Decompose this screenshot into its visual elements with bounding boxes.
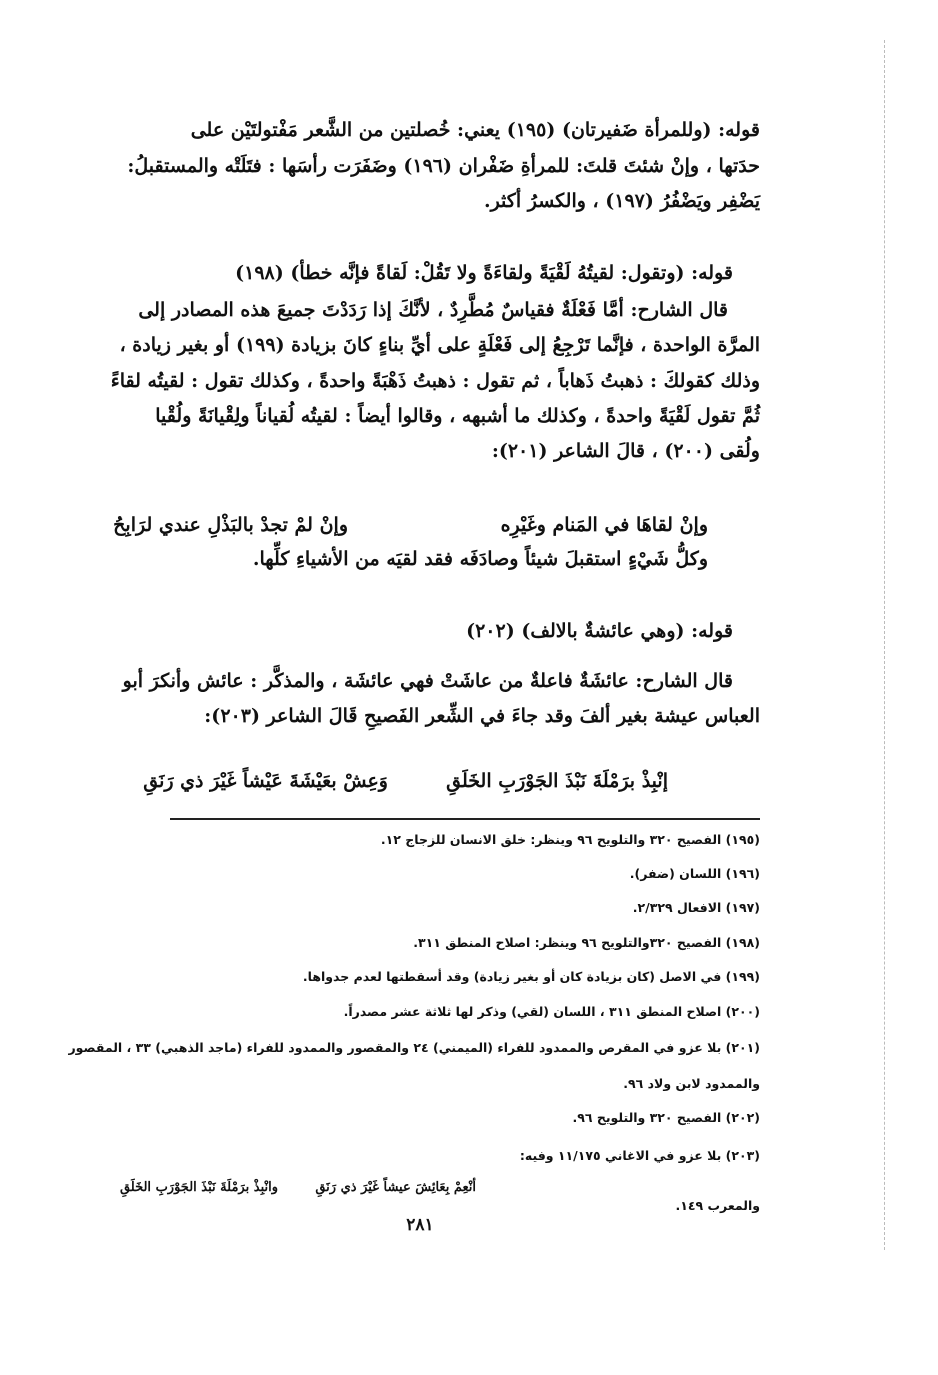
footnote: (٢٠١) بلا عزو في المقرص والممدود للفراء (الميمني) ٢٤ والمقصور والممدود للفراء (ماجد الذهبي) ٣٣ ، المقصور (68, 1040, 760, 1055)
text-line: العباس عيشة بغير ألفَ وقد جاءَ في الشِّعر الفَصيحِ قَالَ الشاعر (٢٠٣): (204, 705, 760, 727)
verse-hemistich-left: وَعِشْ بعَيْشَةَ عَيْشاً غَيْرَ ذي رَنَقِ (143, 770, 388, 792)
text-line: حدَتها ، وإنْ شئتَ قلتَ: للمرأةِ ضَفْران (١٩٦) وضَفَرَت رأسَها : فتَلَتْه والمستقبلُ: (127, 155, 760, 177)
footnote: (١٩٧) الافعال ٢/٣٢٩. (632, 900, 760, 915)
verse-hemistich-right: إنْبِذْ برَمْلَةَ نَبْذَ الجَوْرَبِ الخَلَقِ (446, 770, 668, 792)
footnote: (١٩٩) في الاصل (كان بزيادة كان أو بغير زيادة) وقد أسقطتها لعدم جدواها. (302, 969, 760, 984)
text-line: وذلك كقولكَ : ذهبتُ ذَهاباً ، ثم تقول : ذهبتُ ذَهْبَةً واحدةً ، وكذلك تقول : لقيتُه لقاءً (110, 370, 760, 392)
footnote: (١٩٦) اللسان (ضفر). (629, 866, 760, 881)
footnote: (١٩٨) الفصيح ٣٢٠والتلويح ٩٦ وينظر: اصلاح المنطق ٣١١. (413, 935, 760, 950)
footnote: (٢٠٠) اصلاح المنطق ٣١١ ، اللسان (لقي) وذكر لها ثلاثة عشر مصدراً. (343, 1004, 760, 1019)
text-line: قوله: (وهي عائشةٌ بالالف) (٢٠٢) (466, 620, 733, 642)
text-line: قال الشارح: أمَّا فَعْلَةٌ فقياسٌ مُطَّرِدٌ ، لأنَّكَ إذا رَدَدْتَ جميعَ هذه المصادر إلى (138, 299, 728, 321)
text-line: قوله: (وتقول: لقيتُهُ لَقْيَةً ولقاءَةً ولا تَقُلْ: لَقاةً فإنَّه خطأ) (١٩٨) (235, 262, 733, 284)
footnote: والممدود لابن ولاد ٩٦. (623, 1076, 760, 1091)
footnote-verse-left: وانْبِذْ برَمْلَةَ نَبْذَ الجَوْرَبِ الخَلَقِ (119, 1180, 278, 1195)
footnote: (٢٠٢) الفصيح ٣٢٠ والتلويح ٩٦. (572, 1110, 760, 1125)
text-line: قوله: (وللمرأة ضَفيرتان) (١٩٥) يعني: خُصلتين من الشَّعر مَفْتولتَيْن على (190, 119, 760, 141)
footnote-verse-right: أنْعِمْ بِعَائِشَ عيشاً غَيْرَ ذي رَنَقِ (315, 1180, 476, 1195)
text-line: وكلُّ شَيْءٍ استقبلَ شيئاً وصادَفَه فقد لقيَه من الأشياءِ كلِّها. (252, 548, 708, 570)
text-line: يَضْفِر ويَضْفُرُ (١٩٧) ، والكسرُ أكثر. (483, 190, 760, 212)
footnote: (١٩٥) الفصيح ٣٢٠ والتلويح ٩٦ وينظر: خلق الانسان للزجاج ١٢. (380, 832, 760, 847)
footnote: (٢٠٣) بلا عزو في الاغاني ١١/١٧٥ وفيه: (519, 1148, 760, 1163)
text-line: ثُمَّ تقول لَقْيَةً واحدةً ، وكذلك ما أشبهه ، وقالوا أيضاً : لقيتُه لُقياناً ولِقْيانَةً ولُقْيا (155, 405, 760, 427)
verse-hemistich-left: وإنْ لمْ تجدْ بالبَذْلِ عندي لرَابِحُ (113, 514, 348, 536)
margin-guide-line (884, 40, 885, 1250)
text-line: ولُقى (٢٠٠) ، قالَ الشاعر (٢٠١): (491, 440, 760, 462)
text-line: قال الشارح: عائشَةٌ فاعلةٌ من عاشَتْ فهي عائشَة ، والمذكَّر : عائش وأنكرَ أبو (122, 670, 733, 692)
footnote-separator (170, 818, 760, 820)
verse-hemistich-right: وإنْ لقاهَا في المَنام وغَيْرِه (500, 514, 708, 536)
footnote: والمعرب ١٤٩. (675, 1198, 760, 1213)
text-line: المرَّة الواحدة ، فإنَّما تَرْجِعُ إلى فَعْلَةٍ على أيِّ بناءٍ كانَ بزيادة (١٩٩) أو بغير زيادة ، (119, 334, 760, 356)
page-number: ٢٨١ (406, 1215, 434, 1235)
